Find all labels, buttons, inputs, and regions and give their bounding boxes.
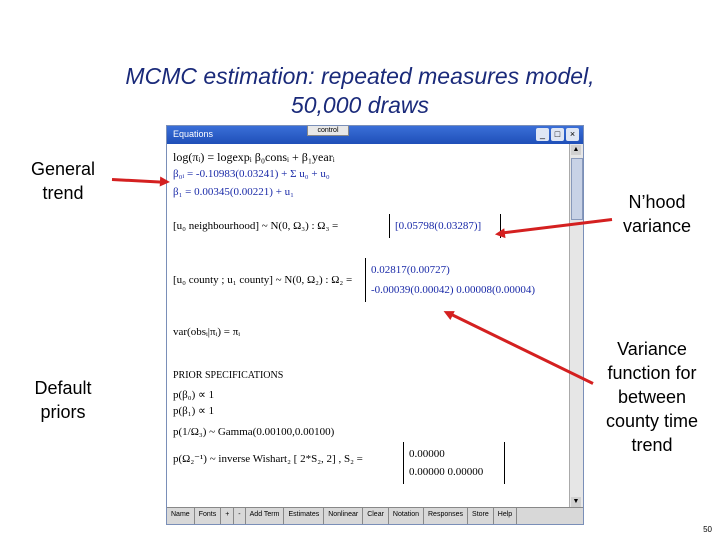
equations-toolbar bbox=[167, 507, 583, 524]
scroll-down-icon[interactable]: ▼ bbox=[572, 498, 580, 505]
equation-county-dist[interactable]: [u₀ county ; u₁ county] ~ N(0, Ω₂) : Ω₂ = bbox=[173, 274, 353, 286]
callout-nhood-variance: N’hood variance bbox=[622, 192, 692, 236]
equations-content bbox=[171, 148, 565, 508]
wishart-matrix-row-1: 0.00000 bbox=[409, 448, 445, 460]
callout-general-trend: General trend bbox=[30, 159, 96, 203]
minimize-icon[interactable]: _ bbox=[536, 128, 549, 141]
county-covariance-estimate[interactable]: -0.00039(0.00042) 0.00008(0.00004) bbox=[371, 284, 536, 296]
equation-beta0[interactable]: β₀ᵢ = -0.10983(0.03241) + Σ u₀ + u₀ bbox=[173, 168, 330, 180]
prior-beta1[interactable]: p(β₁) ∝ 1 bbox=[173, 405, 215, 417]
window-titlebar[interactable] bbox=[167, 126, 583, 144]
neighbourhood-variance-estimate[interactable]: [0.05798(0.03287)] bbox=[395, 220, 482, 232]
close-icon[interactable]: × bbox=[566, 128, 579, 141]
toolbar-button-minus[interactable]: - bbox=[234, 508, 245, 524]
toolbar-button-add-term[interactable]: Add Term bbox=[246, 508, 285, 524]
maximize-icon[interactable]: □ bbox=[551, 128, 564, 141]
slide-title bbox=[40, 62, 680, 120]
toolbar-button-help[interactable]: Help bbox=[494, 508, 517, 524]
scroll-up-icon[interactable]: ▲ bbox=[572, 146, 580, 153]
toolbar-button-fonts[interactable]: Fonts bbox=[195, 508, 222, 524]
slide-title-line-2: 50,000 draws bbox=[290, 92, 430, 118]
equation-log-link[interactable]: log(πᵢ) = logexpᵢ β₀consᵢ + β₁yearᵢ bbox=[173, 150, 335, 164]
vertical-scrollbar[interactable] bbox=[569, 144, 583, 508]
toolbar-button-name[interactable]: Name bbox=[167, 508, 195, 524]
prior-wishart[interactable]: p(Ω₂⁻¹) ~ inverse Wishart₂ [ 2*S₂, 2] , S₂ = bbox=[173, 453, 363, 465]
toolbar-button-responses[interactable]: Responses bbox=[424, 508, 468, 524]
scroll-thumb[interactable] bbox=[571, 158, 583, 220]
equation-neighbourhood-dist[interactable]: [u₀ neighbourhood] ~ N(0, Ω₃) : Ω₃ = bbox=[173, 220, 339, 232]
toolbar-button-notation[interactable]: Notation bbox=[389, 508, 424, 524]
toolbar-button-store[interactable]: Store bbox=[468, 508, 494, 524]
toolbar-button-plus[interactable]: + bbox=[221, 508, 234, 524]
county-variance-estimate[interactable]: 0.02817(0.00727) bbox=[371, 264, 450, 276]
toolbar-button-clear[interactable]: Clear bbox=[363, 508, 389, 524]
toolbar-button-nonlinear[interactable]: Nonlinear bbox=[324, 508, 363, 524]
window-title: Equations bbox=[173, 129, 214, 139]
prior-beta0[interactable]: p(β₀) ∝ 1 bbox=[173, 389, 215, 401]
prior-gamma[interactable]: p(1/Ω₃) ~ Gamma(0.00100,0.00100) bbox=[173, 426, 335, 438]
wishart-matrix-row-2: 0.00000 0.00000 bbox=[409, 466, 484, 478]
page-number: 50 bbox=[703, 525, 712, 534]
arrow-general-trend bbox=[112, 178, 164, 184]
prior-spec-header: PRIOR SPECIFICATIONS bbox=[173, 370, 284, 381]
slide-title-line-1: MCMC estimation: repeated measures model, bbox=[125, 63, 595, 89]
callout-default-priors: Default priors bbox=[34, 378, 92, 422]
control-tab[interactable]: control bbox=[307, 125, 349, 136]
equation-variance-function[interactable]: var(obsᵢ|πᵢ) = πᵢ bbox=[173, 326, 241, 338]
toolbar-button-estimates[interactable]: Estimates bbox=[284, 508, 324, 524]
equation-beta1[interactable]: β₁ = 0.00345(0.00221) + u₁ bbox=[173, 186, 294, 198]
callout-variance-function: Variance function for between county time trend bbox=[605, 339, 699, 455]
equations-window bbox=[166, 125, 584, 525]
